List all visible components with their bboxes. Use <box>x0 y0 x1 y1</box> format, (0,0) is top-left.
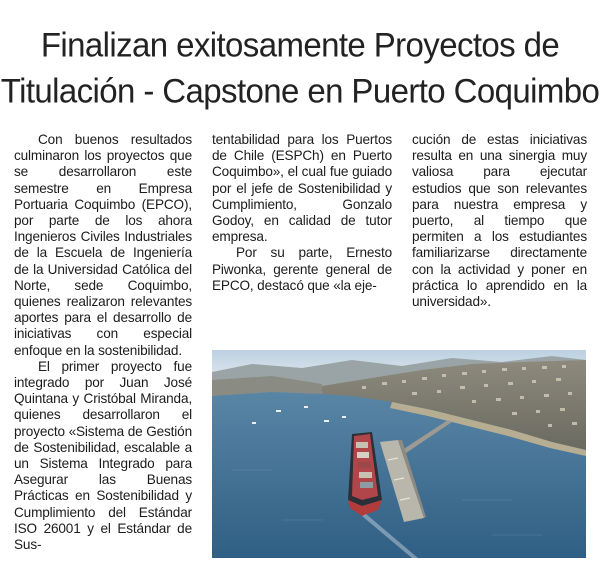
article-headline <box>0 22 600 114</box>
col1-paragraph-1: Con buenos resultados culminaron los proyectos que se desarrollaron este semestre en Empresa Portuaria Coquimbo (EPCO), por parte de los ahora Ingenieros Civiles Industriales de la Escuela de Ingeniería de la Universidad Católica del Norte, sede Coquimbo, quienes realizaron relevantes aportes para el desarrollo de iniciativas con especial enfoque en la sostenibilidad. <box>14 132 192 358</box>
headline-line-2: Titulación - Capstone en Puerto Coquimbo <box>0 71 600 110</box>
article-column-2 <box>212 132 392 294</box>
col2-paragraph-1: tentabilidad para los Puertos de Chile (ESPCh) en Puerto Coquimbo», el cual fue guiado por el jefe de Sostenibilidad y Cumplimiento, Gonzalo Godoy, en calidad de tutor empresa. <box>212 132 392 245</box>
port-illustration <box>212 350 586 558</box>
col3-paragraph-1: cución de estas iniciativas resulta en una sinergia muy valiosa para ejecutar estudios que son relevantes para nuestra empresa y puerto, al tiempo que permiten a los estudiantes familiarizarse directamente con la actividad y poner en práctica lo aprendido en la universidad». <box>412 132 587 310</box>
aerial-port-photo <box>212 350 586 558</box>
col2-paragraph-2: Por su parte, Ernesto Piwonka, gerente general de EPCO, destacó que «la eje- <box>212 245 392 293</box>
col1-paragraph-2: El primer proyecto fue integrado por Juan José Quintana y Cristóbal Miranda, quienes desarrollaron el proyecto «Sistema de Gestión de Sostenibilidad, escalable a un Sistema Integrado para Asegurar las Buenas Prácticas en Sostenibilidad y Cumplimiento del Estándar ISO 26001 y el Estándar de Sus- <box>14 358 192 553</box>
article-column-1 <box>14 132 192 553</box>
headline-line-1: Finalizan exitosamente Proyectos de <box>40 25 560 64</box>
article-column-3 <box>412 132 587 310</box>
